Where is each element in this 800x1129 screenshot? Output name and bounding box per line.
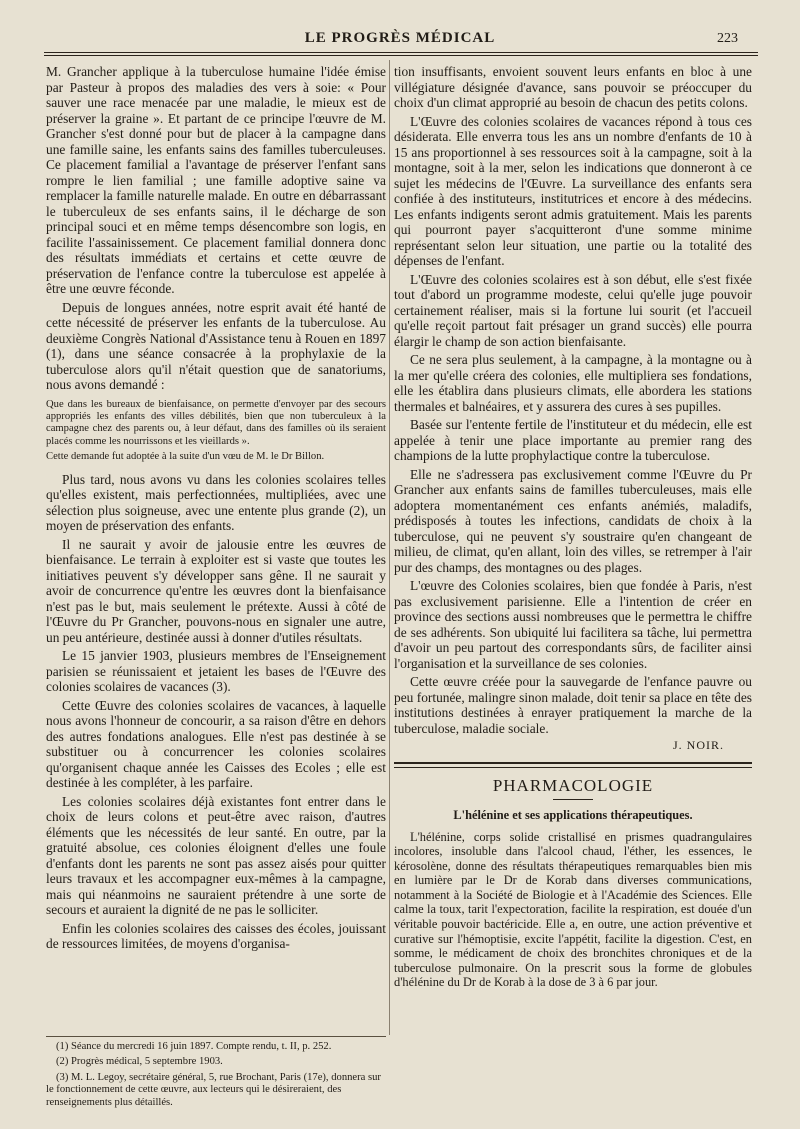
quote-note: Cette demande fut adoptée à la suite d'un vœu de M. le Dr Billon.	[46, 451, 325, 463]
paragraph: Elle ne s'adressera pas exclusivement comme l'Œuvre du Pr Grancher aux enfants sains de familles tuberculeuses, mais elle adoptera momentanément ces enfants anémiés, maladifs, prédisposés à toutes les infections, candidats de choix à la tuberculose, qui ne peuvent s'y soustraire qu'en changeant de milieu, de climat, qu'en allant, loin des villes, se retremper à l'air pur des champs, des montagnes ou des plages.	[394, 466, 752, 575]
article-text: L'hélénine, corps solide cristallisé en prismes quadrangulaires incolores, insoluble dans l'alcool chaud, l'éther, les essences, le kérosolène, donne des résultats thérapeutiques remarquables bien mis en lumière par le Dr de Korab dans diverses communications, notamment à la Société de Biologie et à l'Académie des Sciences. Elle calme la toux, tarit l'expectoration, facilite la respiration, est douée d'un véritable pouvoir bactéricide. Elle a, en outre, une action préventive et curative sur l'hémoptisie, excite l'appétit, facilite la digestion. C'est, en somme, le médicament de choix des bronchites chroniques et de la tuberculose pulmonaire. On la prescrit sous la forme de globules d'hélénine du Dr de Korab à la dose de 3 à 6 par jour.	[394, 829, 752, 990]
footnote: (2) Progrès médical, 5 septembre 1903.	[56, 1056, 223, 1068]
paragraph: L'Œuvre des colonies scolaires est à son début, elle s'est fixée tout d'abord un programme modeste, celui qu'elle juge pouvoir certainement réaliser, mais si la fortune lui sourit (et l'accueil qu'elle reçoit partout fait présager un grand succès) elle pourra élargir le champ de son action bienfaisante.	[394, 271, 752, 349]
paragraph: Cette œuvre créée pour la sauvegarde de l'enfance pauvre ou peu fortunée, malingre sinon malade, doit tenir sa place en tête des institutions destinées à enrayer pratiquement la marche de la tuberculose, maladie sociale.	[394, 674, 752, 736]
paragraph: L'Œuvre des colonies scolaires de vacances répond à tous ces désiderata. Elle enverra tous les ans un nombre d'enfants de 10 à 15 ans proportionnel à ses ressources soit à la campagne, soit à la montagne, soit à la mer, selon les indications que donneront à ce sujet les médecins de l'Œuvre. La surveillance des enfants sera confiée à des instituteurs, institutrices et encore à des médecins. Les enfants indigents seront admis gratuitement. Mais les parents qui pourront payer s'acquitteront d'une somme minime représentant selon leur situation, une partie ou la totalité des dépenses de l'enfant.	[394, 113, 752, 268]
section-title: PHARMACOLOGIE	[492, 775, 654, 795]
paragraph: L'œuvre des Colonies scolaires, bien que fondée à Paris, n'est pas exclusivement parisienne. Elle a l'intention de créer en province des sections aussi nombreuses que le permettra le chiffre de ses adhérents. Son ubiquité lui facilitera sa tâche, lui permettra d'avoir un peu partout des correspondants sûrs, de faciliter ainsi l'organisation et la surveillance de ses colonies.	[394, 578, 752, 671]
footnotes	[46, 1036, 386, 1109]
paragraph: tion insuffisants, envoient souvent leurs enfants en bloc à une villégiature désignée d'avance, sans pouvoir se préoccuper du choix d'un climat approprié au besoin de chacun des petits colons.	[394, 64, 752, 110]
paragraph: Le 15 janvier 1903, plusieurs membres de l'Enseignement parisien se réunissaient et jetaient les bases de l'Œuvre des colonies scolaires de vacances (3).	[46, 648, 386, 695]
journal-title: LE PROGRÈS MÉDICAL	[304, 30, 496, 46]
quoted-resolution	[46, 399, 386, 464]
paragraph: Depuis de longues années, notre esprit avait été hanté de cette nécessité de préserver les enfants de la tuberculose. Au deuxième Congrès National d'Assistance tenu à Rouen en 1897 (1), dans une séance consacrée à la prophylaxie de la tuberculose alors qu'il n'était question que de sanatoriums, nous avons demandé :	[46, 299, 386, 392]
quote-text: Que dans les bureaux de bienfaisance, on permette d'envoyer par des secours appropriés les enfants des villes débilités, bien que non tuberculeux à la campagne chez des parents ou, à leur défaut, dans des familles où ils seraient placés comme les nourrissons et les vieillards ».	[46, 398, 386, 447]
page-header	[0, 26, 800, 50]
paragraph: Basée sur l'entente fertile de l'instituteur et du médecin, elle est appelée à tenir une place importante au premier rang des champions de la lutte prophylactique contre la tuberculose.	[394, 417, 752, 463]
header-rule	[44, 52, 758, 56]
paragraph: Enfin les colonies scolaires des caisses des écoles, jouissant de ressources limitées, de moyens d'organisa-	[46, 920, 386, 952]
author-signature: J. NOIR.	[672, 738, 724, 752]
short-rule	[553, 799, 593, 800]
section-rule	[394, 762, 752, 768]
paragraph: Il ne saurait y avoir de jalousie entre les œuvres de bienfaisance. Le terrain à exploiter est si vaste que toutes les initiatives peuvent s'y développer sans gêne. Il ne saurait y avoir de concurrence qu'entre les œuvres dont la bienfaisance n'est pas le but, mais seulement le prétexte. Aussi à côté de l'Œuvre du Pr Grancher, pouvons-nous en signaler une autre, un peu antérieure, destinée aussi à donner d'utiles résultats.	[46, 536, 386, 645]
paragraph: Plus tard, nous avons vu dans les colonies scolaires telles qu'elles existent, mais perfectionnées, multipliées, avec une sélection plus soigneuse, avec une entente plus grande (2), un moyen de préservation des enfants.	[46, 471, 386, 534]
footnote-rule	[46, 1036, 386, 1037]
article-title: L'hélénine et ses applications thérapeutiques.	[453, 808, 693, 822]
paragraph: M. Grancher applique à la tuberculose humaine l'idée émise par Pasteur à propos des maladies des vers à soie: « Pour sauver une race menacée par une maladie, le mieux est de préserver la graine ». Et partant de ce principe l'œuvre de M. Grancher s'est donné pour but de placer à la campagne dans une famille saine, les enfants sains des familles tuberculeuses. Ce placement familial a l'avantage de préserver l'enfant sans rompre le lien familial ; une famille adoptive saine va remplacer la famille naturelle malade. En outre en débarrassant le tuberculeux de ses enfants sains, il le décharge de son principal souci et en même temps désencombre son logis, en facilite l'assainissement. Ce placement familial donnera donc des résultats immédiats et certains et cette œuvre de préservation de l'enfance contre la tuberculose est appelée à être une œuvre féconde.	[46, 64, 386, 296]
page-number: 223	[717, 31, 738, 46]
paragraph: Les colonies scolaires déjà existantes font entrer dans le choix de leurs colons et peut-être avec raison, d'autres éléments que les nécessités de leur santé. En outre, par la gratuité absolue, ces colonies éloignent d'elles une foule d'enfants dont les parents ne sont pas assez aisés pour quitter leurs travaux et les accompagner eux-mêmes à la campagne, mais qui néanmoins ne sauraient prétendre à une sorte de secours et auraient la dignité de ne pas le solliciter.	[46, 793, 386, 918]
paragraph: Cette Œuvre des colonies scolaires de vacances, à laquelle nous avons l'honneur de concourir, a sa raison d'être en dehors des autres fondations analogues. Elle n'est pas destinée à se substituer ou à concurrencer les colonies scolaires qu'organisent chaque année les Caisses des Ecoles ; elle est destinée à les compléter, à les parfaire.	[46, 697, 386, 791]
left-column	[46, 64, 386, 952]
column-divider	[389, 60, 390, 1035]
paragraph: Ce ne sera plus seulement, à la campagne, à la montagne ou à la mer qu'elle créera des colonies, elle multipliera ses fondations, elle les établira dans plusieurs climats, elle abordera les stations thermales et balnéaires, et y assurera des cures à ses pupilles.	[394, 352, 752, 414]
right-column	[394, 64, 752, 990]
footnote: (1) Séance du mercredi 16 juin 1897. Compte rendu, t. II, p. 252.	[56, 1041, 332, 1052]
footnote: (3) M. L. Legoy, secrétaire général, 5, rue Brochant, Paris (17e), donnera sur le fonctionnement de cette œuvre, aux lecteurs qui le désireraient, des renseignements plus détaillés.	[46, 1071, 381, 1108]
